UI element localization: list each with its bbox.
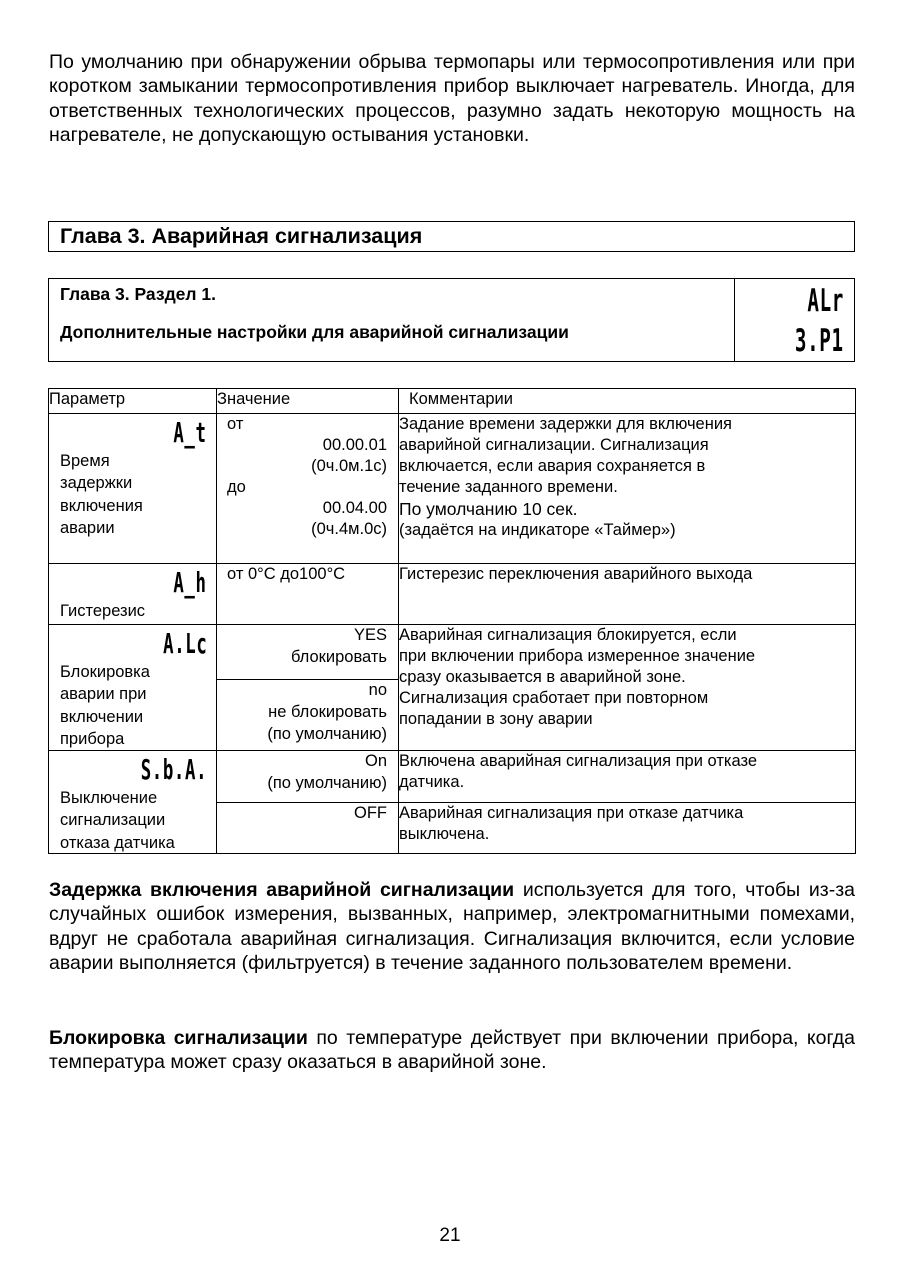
indicator-code-alr: ALr	[807, 283, 844, 319]
value-alc-no: no не блокировать (по умолчанию)	[217, 680, 399, 751]
table-row	[49, 564, 856, 625]
value-to-label: до	[227, 478, 246, 496]
header-comments: Комментарии	[399, 389, 856, 414]
param-sba-cell	[49, 751, 217, 854]
value-from: 00.00.01	[322, 436, 387, 454]
param-label-alc: Блокировка аварии при включении прибора	[60, 663, 150, 748]
value-alc-yes: YES блокировать	[217, 625, 399, 680]
param-ah-cell	[49, 564, 217, 625]
chapter-title: Глава 3. Аварийная сигнализация	[48, 221, 855, 252]
value-at-cell	[217, 414, 399, 564]
intro-paragraph: По умолчанию при обнаружении обрыва термопары или термосопротивления или при коротком замыкании термосопротивления прибор выключает нагреватель. Иногда, для ответственных технологических процессов, разумно задать некоторую мощность на нагревателе, не допускающую остывания установки.	[49, 51, 855, 147]
section-title: Дополнительные настройки для аварийной сигнализации	[60, 322, 569, 342]
block-paragraph: Блокировка сигнализации по температуре действует при включении прибора, когда температура может сразу оказаться в аварийной зоне.	[49, 1027, 855, 1074]
section-header	[48, 278, 855, 362]
value-from-label: от	[227, 415, 244, 433]
param-code-at: A_t	[173, 416, 207, 449]
section-number: Глава 3. Раздел 1.	[60, 284, 216, 304]
param-code-alc: A.Lc	[162, 627, 207, 660]
comment-sba-on: Включена аварийная сигнализация при отказе датчика.	[399, 751, 856, 803]
value-sba-on: On (по умолчанию)	[217, 751, 399, 803]
param-code-ah: A_h	[173, 566, 207, 599]
value-ah: от 0°C до100°C	[217, 564, 399, 625]
param-label-ah: Гистерезис	[60, 602, 146, 620]
table-row	[49, 751, 856, 803]
comment-at: Задание времени задержки для включения аварийной сигнализации. Сигнализация включается, если авария сохраняется в течение заданного времени. По умолчанию 10 сек. (задаётся на индикаторе «Таймер»)	[399, 414, 856, 564]
section-title-box	[49, 279, 735, 361]
delay-paragraph-term: Задержка включения аварийной сигнализации	[49, 879, 515, 901]
table-row	[49, 625, 856, 680]
page-number: 21	[439, 1225, 461, 1246]
value-sba-off: OFF	[217, 803, 399, 854]
indicator-code-section: 3.P1	[795, 323, 844, 359]
param-label-at: Время задержки включения аварии	[60, 452, 143, 537]
comment-sba-off: Аварийная сигнализация при отказе датчика выключена.	[399, 803, 856, 854]
param-label-sba: Выключение сигнализации отказа датчика	[60, 789, 175, 852]
value-to: 00.04.00	[322, 499, 387, 517]
param-alc-cell	[49, 625, 217, 751]
param-code-sba: S.b.A.	[140, 753, 207, 786]
delay-paragraph: Задержка включения аварийной сигнализации используется для того, чтобы из-за случайных ошибок измерения, вызванных, например, электромагнитными помехами, вдруг не сработала аварийная сигнализация. Сигнализация включится, если условие аварии выполняется (фильтруется) в течение заданного пользователем времени.	[49, 879, 855, 975]
table-header-row	[49, 389, 856, 414]
header-parameter: Параметр	[49, 389, 217, 414]
comment-ah: Гистерезис переключения аварийного выхода	[399, 564, 856, 625]
parameters-table	[48, 388, 856, 854]
value-to-hint: (0ч.4м.0с)	[311, 520, 387, 538]
table-row	[49, 414, 856, 564]
value-from-hint: (0ч.0м.1с)	[311, 457, 387, 475]
param-at-cell	[49, 414, 217, 564]
header-value: Значение	[217, 389, 399, 414]
block-paragraph-term: Блокировка сигнализации	[49, 1027, 308, 1049]
comment-alc: Аварийная сигнализация блокируется, если при включении прибора измеренное значение сразу оказывается в аварийной зоне. Сигнализация сработает при повторном попадании в зону аварии	[399, 625, 856, 751]
